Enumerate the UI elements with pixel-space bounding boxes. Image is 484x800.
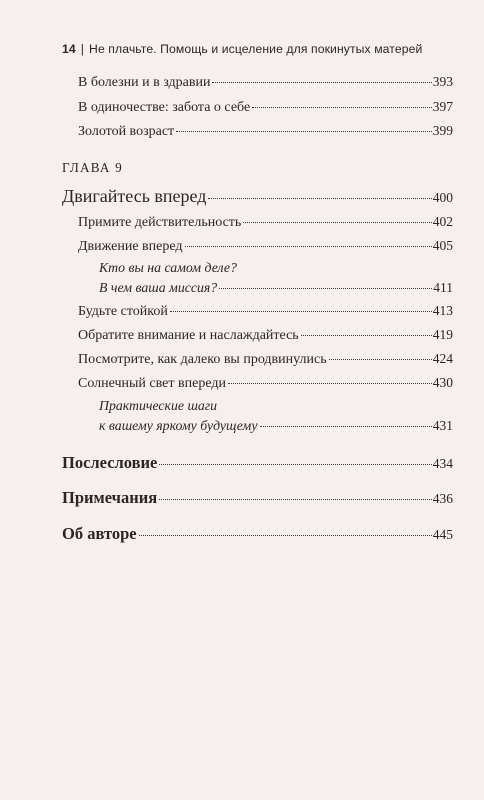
dot-leader (329, 359, 432, 360)
toc-entry-page: 399 (432, 123, 453, 138)
running-header (62, 42, 422, 56)
toc-main-page: 445 (432, 527, 453, 542)
dot-leader (159, 499, 432, 500)
dot-leader (185, 246, 432, 247)
toc-entry[interactable] (78, 303, 453, 320)
dot-leader (159, 464, 431, 465)
toc-entry-page: 402 (432, 214, 453, 229)
toc-entry[interactable] (78, 214, 453, 231)
dot-leader (228, 383, 432, 384)
dot-leader (212, 82, 431, 83)
toc-entry-title: Примите действительность (78, 215, 242, 230)
dot-leader (208, 198, 431, 199)
toc-main-title: Об авторе (62, 524, 137, 543)
toc-main-entry[interactable] (62, 488, 453, 508)
chapter-title: Двигайтесь вперед (62, 186, 207, 206)
toc-subentry-page: 411 (433, 280, 453, 295)
dot-leader (260, 426, 432, 427)
toc-entry-title: Посмотрите, как далеко вы продвинулись (78, 352, 327, 367)
dot-leader (252, 107, 432, 108)
toc-main-title: Послесловие (62, 453, 158, 472)
dot-leader (139, 535, 432, 536)
header-separator: | (80, 42, 85, 56)
toc-entry-page: 397 (432, 99, 453, 114)
dot-leader (170, 311, 432, 312)
toc-entry-title: В одиночестве: забота о себе (78, 100, 251, 115)
toc-entry-page: 413 (432, 303, 453, 318)
dot-leader (301, 335, 432, 336)
toc-entry[interactable] (78, 327, 453, 344)
toc-entry[interactable] (78, 123, 453, 140)
chapter-title-entry[interactable] (62, 186, 453, 207)
toc-subentry-line: к вашему яркому будущему (99, 418, 258, 433)
toc-entry-title: В болезни и в здравии (78, 75, 211, 90)
toc-subentry-line: Практические шаги (99, 398, 218, 413)
dot-leader (243, 222, 431, 223)
toc-subentry-page: 431 (432, 418, 453, 433)
toc-main-page: 434 (432, 456, 453, 471)
toc-main-title: Примечания (62, 488, 158, 507)
toc-entry-page: 393 (432, 74, 453, 89)
toc-entry[interactable] (78, 74, 453, 91)
page-number: 14 (62, 42, 76, 56)
toc-subentry-line: Кто вы на самом деле? (99, 260, 237, 275)
toc-subentry[interactable] (99, 260, 453, 296)
chapter-label: ГЛАВА 9 (62, 160, 123, 175)
toc-entry[interactable] (78, 99, 453, 116)
toc-entry-title: Обратите внимание и наслаждайтесь (78, 328, 299, 343)
toc-entry[interactable] (78, 351, 453, 368)
toc-main-entry[interactable] (62, 524, 453, 544)
toc-subentry-row (99, 280, 453, 296)
toc-entry-page: 405 (432, 238, 453, 253)
toc-entry-page: 424 (432, 351, 453, 366)
toc-entry-page: 430 (432, 375, 453, 390)
toc-entry-title: Будьте стойкой (78, 304, 168, 319)
toc-subentry-row (99, 418, 453, 434)
toc-entry-title: Солнечный свет впереди (78, 376, 226, 391)
toc-entry-title: Золотой возраст (78, 124, 175, 139)
toc-subentry[interactable] (99, 398, 453, 434)
book-title: Не плачьте. Помощь и исцеление для покинутых матерей (89, 42, 423, 56)
chapter-page: 400 (432, 190, 453, 205)
toc-entry[interactable] (78, 238, 453, 255)
toc-entry-page: 419 (432, 327, 453, 342)
dot-leader (219, 288, 432, 289)
toc-subentry-line: В чем ваша миссия? (99, 280, 218, 295)
toc-entry-title: Движение вперед (78, 239, 183, 254)
toc-entry[interactable] (78, 375, 453, 392)
dot-leader (176, 131, 432, 132)
toc-main-entry[interactable] (62, 453, 453, 473)
toc-main-page: 436 (432, 491, 453, 506)
